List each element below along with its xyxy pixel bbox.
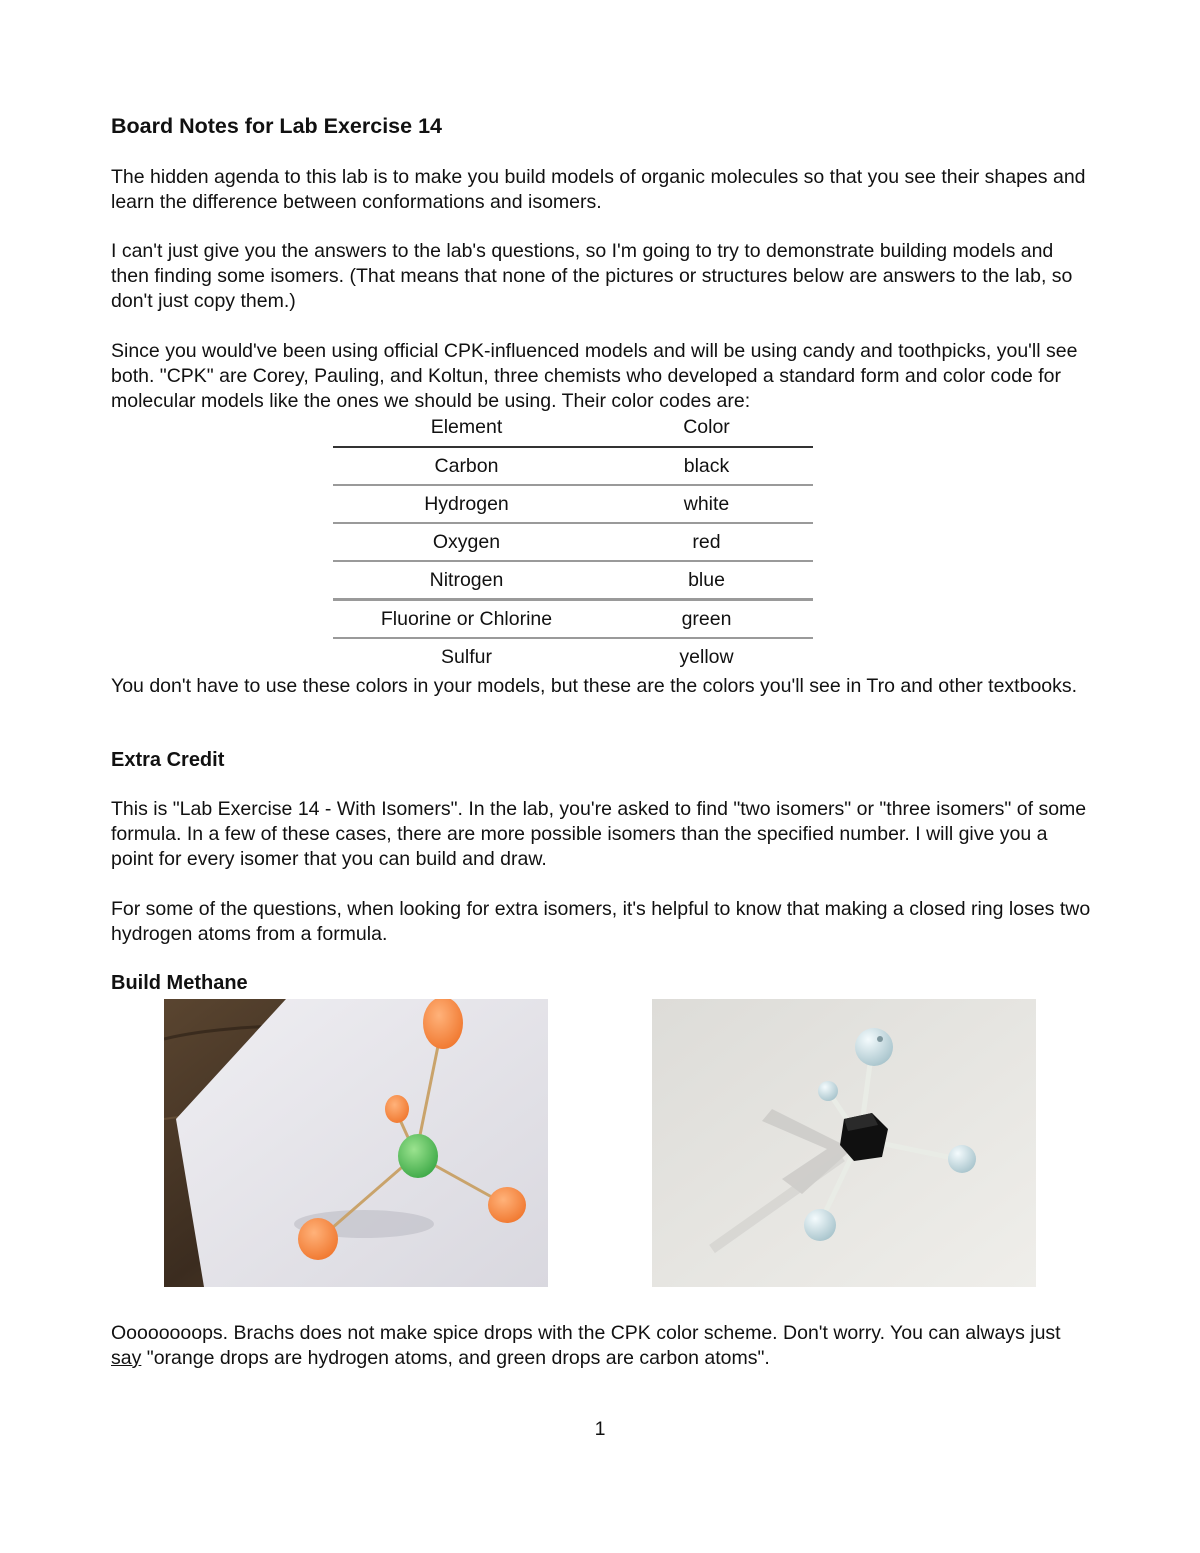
element-cell: Sulfur <box>441 645 492 668</box>
cpk-color-table <box>333 416 813 675</box>
color-cell: black <box>683 454 730 477</box>
table-row <box>333 485 813 523</box>
page-number: 1 <box>594 1418 606 1440</box>
header-color: Color <box>683 416 730 438</box>
element-cell: Hydrogen <box>424 492 509 515</box>
methane-caption <box>111 1321 1091 1371</box>
table-row <box>333 523 813 561</box>
color-cell: green <box>681 607 732 630</box>
element-cell: Nitrogen <box>429 568 504 591</box>
header-element: Element <box>430 416 503 438</box>
extra-credit-paragraph-1: This is "Lab Exercise 14 - With Isomers". In the lab, you're asked to find "two isomers" or "three isomers" of some formula. In a few of these cases, there are more possible isomers than the specified number. I will give you a point for every isomer that you can build and draw. <box>111 798 1087 870</box>
cpk-methane-photo <box>652 999 1036 1287</box>
after-table-paragraph: You don't have to use these colors in your models, but these are the colors you'll see in Tro and other textbooks. <box>111 675 1078 697</box>
element-cell: Fluorine or Chlorine <box>380 607 553 630</box>
table-row <box>333 447 813 485</box>
table-row <box>333 561 813 600</box>
color-cell: red <box>692 530 721 553</box>
extra-credit-paragraph-2: For some of the questions, when looking for extra isomers, it's helpful to know that making a closed ring loses two hydrogen atoms from a formula. <box>111 898 1091 945</box>
color-cell: yellow <box>679 645 734 668</box>
color-cell: white <box>683 492 730 515</box>
caption-underlined-word: say <box>111 1346 142 1369</box>
element-cell: Oxygen <box>432 530 501 553</box>
intro-paragraph-2: I can't just give you the answers to the lab's questions, so I'm going to try to demonstrate building models and then finding some isomers. (That means that none of the pictures or structures below are answers to the lab, so don't just copy them.) <box>111 240 1073 312</box>
table-header-row <box>333 416 813 447</box>
table-row <box>333 638 813 675</box>
build-methane-heading: Build Methane <box>111 972 248 994</box>
gumdrop-methane-photo <box>164 999 548 1287</box>
caption-text-2: "orange drops are hydrogen atoms, and green drops are carbon atoms". <box>141 1346 770 1369</box>
table-row <box>333 600 813 639</box>
intro-paragraph-1: The hidden agenda to this lab is to make you build models of organic molecules so that you see their shapes and learn the difference between conformations and isomers. <box>111 166 1086 213</box>
color-cell: blue <box>688 568 725 591</box>
caption-text-1: Oooooooops. Brachs does not make spice drops with the CPK color scheme. Don't worry. You can always just <box>111 1322 1061 1344</box>
extra-credit-heading: Extra Credit <box>111 749 225 771</box>
page-title: Board Notes for Lab Exercise 14 <box>111 114 442 138</box>
element-cell: Carbon <box>434 454 499 477</box>
intro-paragraph-3: Since you would've been using official CPK-influenced models and will be using candy and toothpicks, you'll see both. "CPK" are Corey, Pauling, and Koltun, three chemists who developed a standard form and color code for molecular models like the ones we should be using. Their color codes are: <box>111 340 1078 412</box>
